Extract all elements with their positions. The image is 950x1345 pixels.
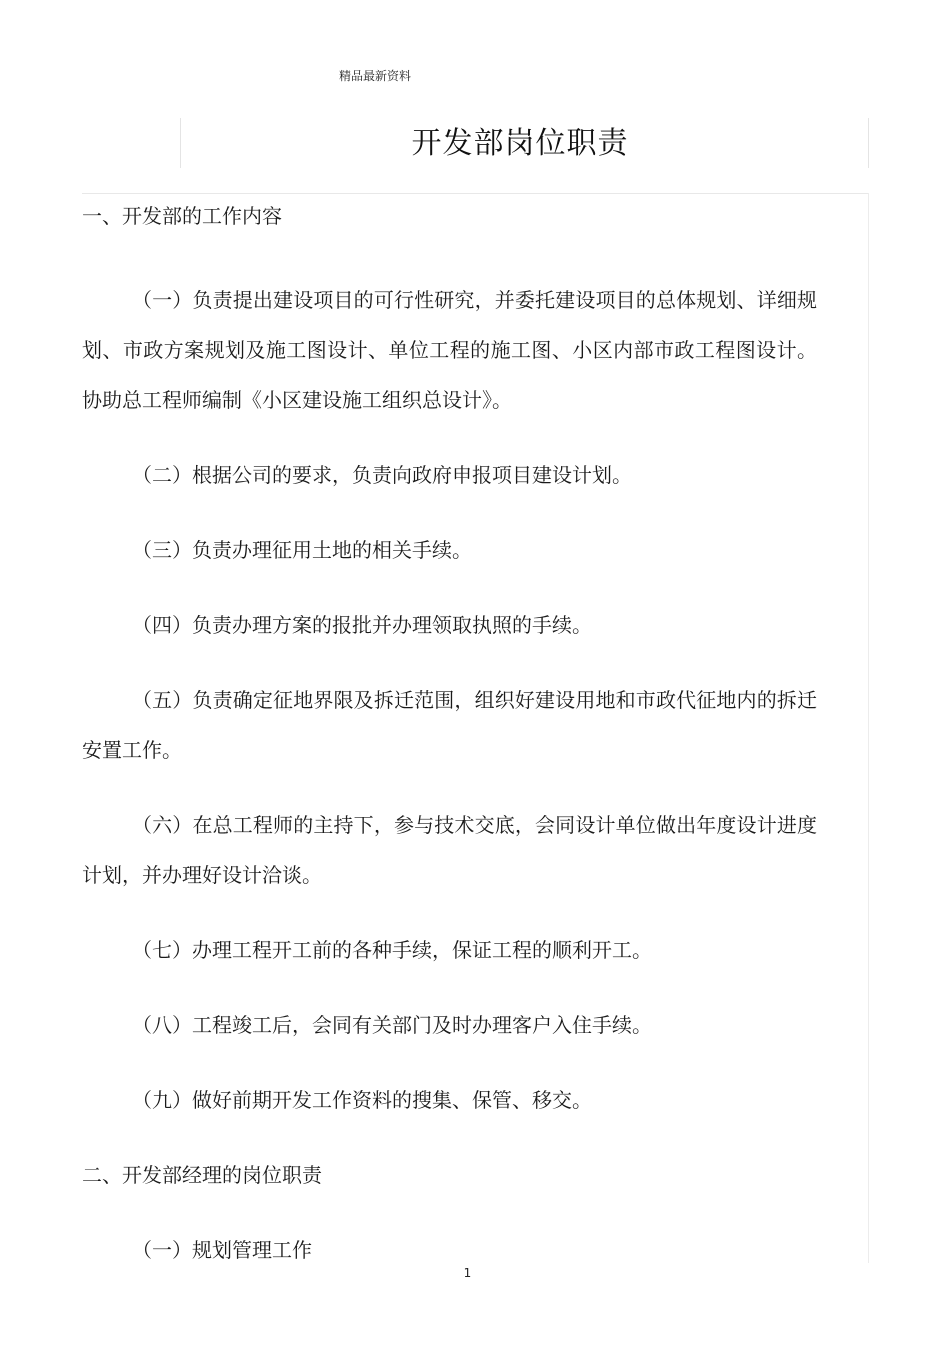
spacer	[82, 500, 817, 525]
section-1-item-1: （一）负责提出建设项目的可行性研究，并委托建设项目的总体规划、详细规划、市政方案规划及施工图设计、单位工程的施工图、小区内部市政工程图设计。协助总工程师编制《小区建设施工组织总设计》。	[82, 288, 817, 412]
section-1-item-9: （九）做好前期开发工作资料的搜集、保管、移交。	[132, 1088, 592, 1112]
spacer	[82, 232, 817, 275]
spacer	[82, 975, 817, 1000]
section-1-item-6: （六）在总工程师的主持下，参与技术交底，会同设计单位做出年度设计进度计划，并办理好设计洽谈。	[82, 813, 817, 887]
title-frame-left	[180, 118, 181, 168]
section-1-item-8: （八）工程竣工后，会同有关部门及时办理客户入住手续。	[132, 1013, 652, 1037]
section-1-item-7: （七）办理工程开工前的各种手续，保证工程的顺利开工。	[132, 938, 652, 962]
spacer	[82, 1050, 817, 1075]
section-2-item-1: （一）规划管理工作	[132, 1238, 312, 1262]
right-margin-rule	[868, 193, 869, 1263]
section-1-item-4: （四）负责办理方案的报批并办理领取执照的手续。	[132, 613, 592, 637]
spacer	[82, 1200, 817, 1225]
spacer	[82, 1125, 817, 1150]
page-number: 1	[463, 1266, 472, 1280]
spacer	[82, 900, 817, 925]
spacer	[82, 650, 817, 675]
title-frame-right	[868, 118, 869, 168]
title-divider	[82, 193, 869, 194]
section-1	[82, 200, 817, 1125]
document-title: 开发部岗位职责	[411, 126, 629, 161]
section-2-heading: 二、开发部经理的岗位职责	[82, 1163, 322, 1187]
spacer	[82, 575, 817, 600]
spacer	[82, 425, 817, 450]
document-body	[82, 200, 817, 1275]
spacer	[82, 775, 817, 800]
section-1-heading: 一、开发部的工作内容	[82, 204, 282, 228]
section-1-item-2: （二）根据公司的要求，负责向政府申报项目建设计划。	[132, 463, 632, 487]
header-note: 精品最新资料	[339, 69, 412, 83]
section-1-item-3: （三）负责办理征用土地的相关手续。	[132, 538, 472, 562]
section-2	[82, 1150, 817, 1275]
section-1-item-5: （五）负责确定征地界限及拆迁范围，组织好建设用地和市政代征地内的拆迁安置工作。	[82, 688, 817, 762]
